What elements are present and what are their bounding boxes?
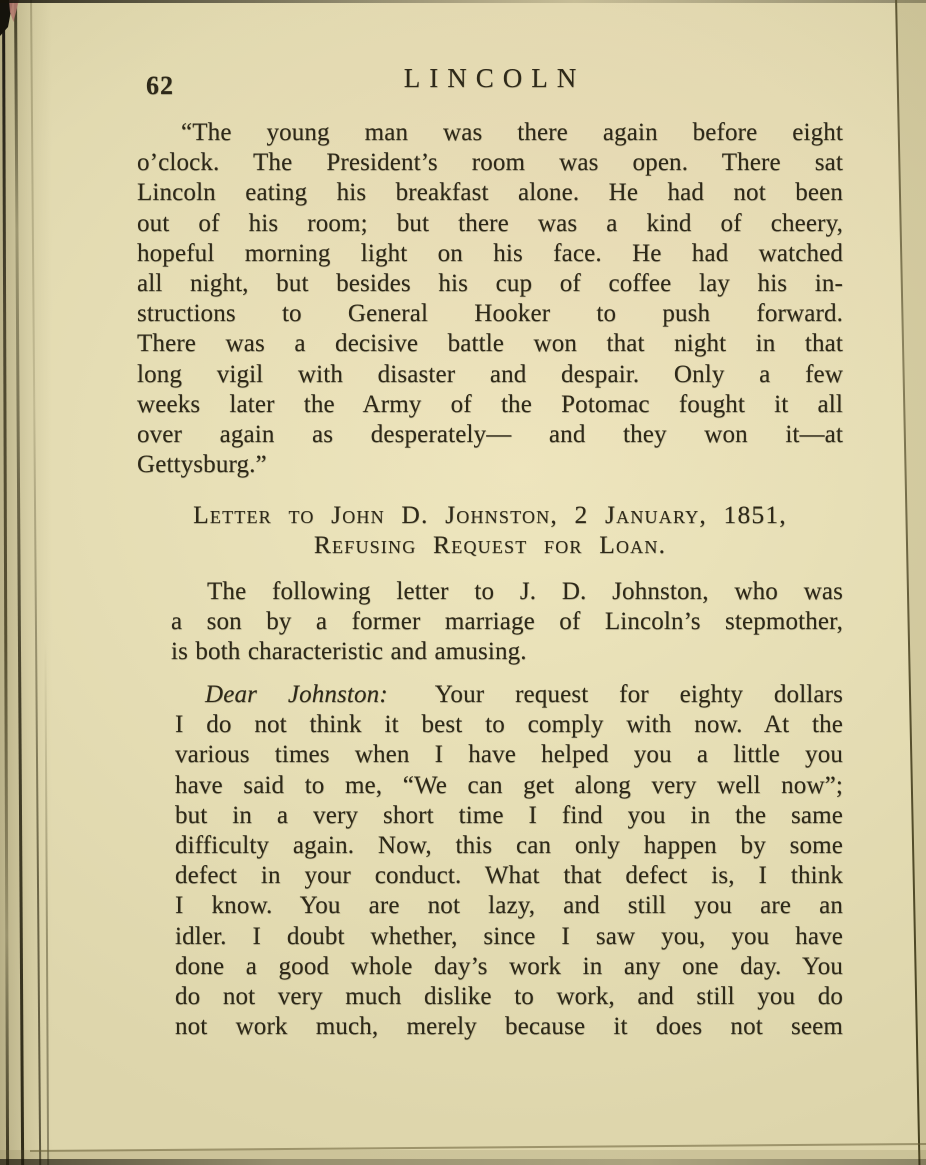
text-line: is both characteristic and amusing. [171,638,527,666]
text-line: over again as desperately— and they won it—at [137,421,843,449]
text-line [175,680,843,710]
letter-paragraph [137,680,843,1042]
letter-salutation: Dear Johnston: [205,681,388,708]
running-head-title: LINCOLN [403,63,586,93]
text-line: done a good whole day’s work in any one day. You [175,952,843,980]
text-line: I do not think it best to comply with now. At the [175,711,843,739]
intro-paragraph [137,577,843,668]
text-line: but in a very short time I find you in the same [175,801,843,829]
text-line: I know. You are not lazy, and still you are an [175,892,843,920]
text-line: all night, but besides his cup of coffee lay his in- [137,270,843,298]
text-line: “The young man was there again before eight [181,119,843,146]
text-line: a son by a former marriage of Lincoln’s stepmother, [171,608,843,636]
section-heading-line: Refusing Request for Loan. [313,530,667,559]
text-line: weeks later the Army of the Potomac fought it all [137,390,843,418]
text-line: various times when I have helped you a little you [175,741,843,769]
text-line: Gettysburg.” [137,451,267,479]
text-line: do not very much dislike to work, and still you do [175,983,843,1011]
text-line: Lincoln eating his breakfast alone. He had not been [137,179,843,207]
section-heading [137,500,843,560]
text-line: There was a decisive battle won that night in that [137,330,843,358]
section-heading-line: Letter to John D. Johnston, 2 January, 1851, [193,500,787,529]
text-line: o’clock. The President’s room was open. There sat [137,149,843,177]
letter-first-line: Your request for eighty dollars [434,681,843,708]
text-line: defect in your conduct. What that defect is, I think [175,862,843,890]
quote-paragraph [137,118,843,480]
text-line: out of his room; but there was a kind of cheery, [137,209,843,237]
text-line: The following letter to J. D. Johnston, who was [207,578,843,605]
letter-body-lines [175,710,843,1042]
text-line: idler. I doubt whether, since I saw you, you have [175,922,843,950]
text-line: hopeful morning light on his face. He had watched [137,239,843,267]
text-line: difficulty again. Now, this can only happen by some [175,832,843,860]
text-line: not work much, merely because it does not seem [175,1013,843,1041]
text-line: have said to me, “We can get along very well now”; [175,771,843,799]
text-line: long vigil with disaster and despair. Only a few [137,360,843,388]
text-line: structions to General Hooker to push forward. [137,300,843,328]
page-number: 62 [146,71,174,100]
